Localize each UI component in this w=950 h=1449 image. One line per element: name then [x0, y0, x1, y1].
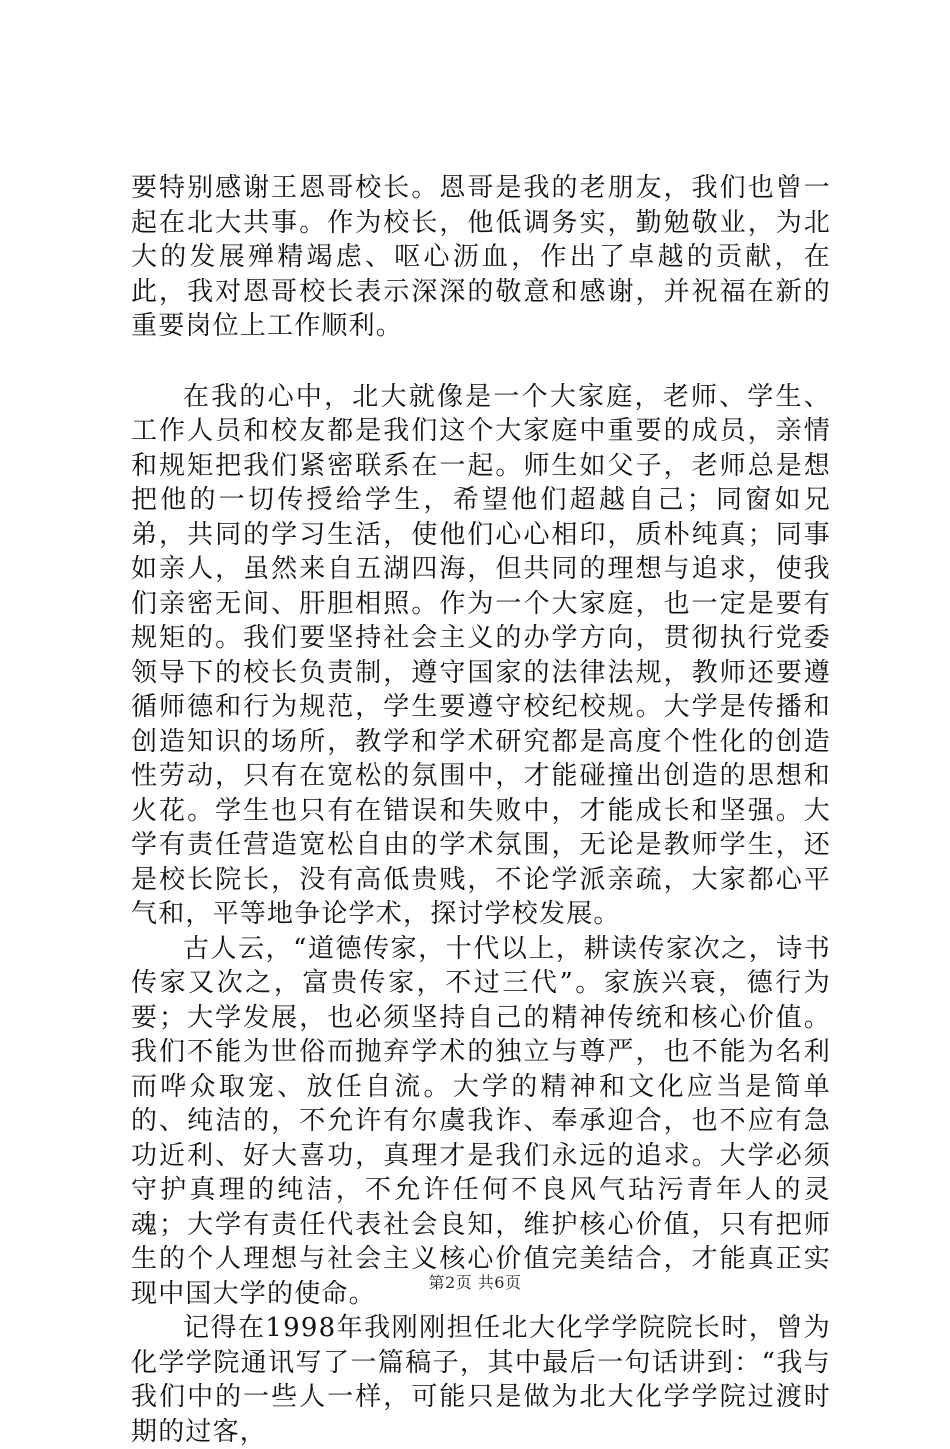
paragraph-3: 古人云，“道德传家，十代以上，耕读传家次之，诗书传家又次之，富贵传家，不过三代”。家族兴衰，德行为要；大学发展，也必须坚持自己的精神传统和核心价值。我们不能为世俗而抛弃学术的独立与尊严，也不能为名利而哗众取宠、放任自流。大学的精神和文化应当是简单的、纯洁的，不允许有尔虞我诈、奉承迎合，也不应有急功近利、好大喜功，真理才是我们永远的追求。大学必须守护真理的纯洁，不允许任何不良风气玷污青年人的灵魂；大学有责任代表社会良知，维护核心价值，只有把师生的个人理想与社会主义核心价值完美结合，才能真正实现中国大学的使命。 — [131, 933, 831, 1309]
document-body — [131, 171, 831, 1449]
paragraph-4: 记得在1998年我刚刚担任北大化学学院院长时，曾为化学学院通讯写了一篇稿子，其中最后一句话讲到：“我与我们中的一些人一样，可能只是做为北大化学学院过渡时期的过客， — [131, 1313, 831, 1447]
paragraph-1: 要特别感谢王恩哥校长。恩哥是我的老朋友，我们也曾一起在北大共事。作为校长，他低调务实，勤勉敬业，为北大的发展殚精竭虑、呕心沥血，作出了卓越的贡献，在此，我对恩哥校长表示深深的敬意和感谢，并祝福在新的重要岗位上工作顺利。 — [131, 173, 831, 341]
paragraph-2: 在我的心中，北大就像是一个大家庭，老师、学生、工作人员和校友都是我们这个大家庭中重要的成员，亲情和规矩把我们紧密联系在一起。师生如父子，老师总是想把他的一切传授给学生，希望他们超越自己；同窗如兄弟，共同的学习生活，使他们心心相印，质朴纯真；同事如亲人，虽然来自五湖四海，但共同的理想与追求，使我们亲密无间、肝胆相照。作为一个大家庭，也一定是要有规矩的。我们要坚持社会主义的办学方向，贯彻执行党委领导下的校长负责制，遵守国家的法律法规，教师还要遵循师德和行为规范，学生要遵守校纪校规。大学是传播和创造知识的场所，教学和学术研究都是高度个性化的创造性劳动，只有在宽松的氛围中，才能碰撞出创造的思想和火花。学生也只有在错误和失败中，才能成长和坚强。大学有责任营造宽松自由的学术氛围，无论是教师学生，还是校长院长，没有高低贵贱，不论学派亲疏，大家都心平气和，平等地争论学术，探讨学校发展。 — [131, 381, 831, 929]
page-footer: 第2页 共6页 — [428, 1273, 522, 1292]
paragraph-gap — [131, 344, 831, 380]
